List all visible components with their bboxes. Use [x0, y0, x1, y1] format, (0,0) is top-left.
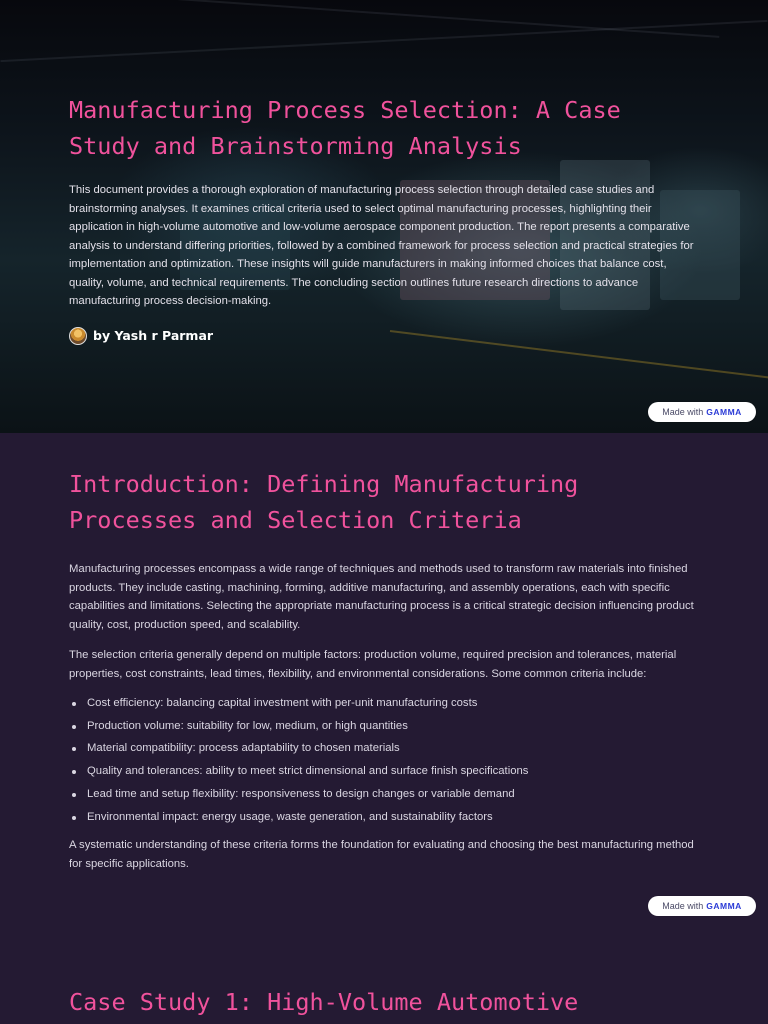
- author-name: by Yash r Parmar: [93, 328, 214, 343]
- intro-heading: Introduction: Defining Manufacturing Processes and Selection Criteria: [69, 470, 579, 534]
- author-byline: [69, 327, 699, 345]
- list-item: Environmental impact: energy usage, waste generation, and sustainability factors: [69, 806, 699, 829]
- ceiling-beam: [121, 0, 720, 38]
- badge-prefix: Made with: [662, 407, 704, 417]
- author-avatar: [69, 327, 87, 345]
- list-item: Material compatibility: process adaptability to chosen materials: [69, 737, 699, 760]
- made-with-gamma-badge[interactable]: [648, 402, 756, 422]
- ceiling-beam: [0, 20, 767, 62]
- gamma-logo: GAMMA: [706, 407, 742, 417]
- made-with-gamma-badge[interactable]: [648, 896, 756, 916]
- hero-description: This document provides a thorough exploration of manufacturing process selection through detailed case studies and brainstorming analyses. It examines critical criteria used to select optimal manufacturing processes, highlighting their application in high-volume automotive and low-volume aerospace component production. The report presents a comparative analysis to understand differing priorities, followed by a combined framework for process selection and practical strategies for implementation and optimization. These insights will guide manufacturers in making informed choices that balance cost, quality, volume, and technical requirements. The concluding section outlines future research directions to advance manufacturing process decision-making.: [69, 184, 694, 307]
- hero-section: [0, 0, 768, 433]
- intro-paragraph-2: The selection criteria generally depend on multiple factors: production volume, required precision and tolerances, material properties, cost constraints, lead times, flexibility, and environmental considerations. Some common criteria include:: [69, 649, 677, 680]
- case-study-1-section: [69, 984, 699, 1020]
- badge-prefix: Made with: [662, 901, 704, 911]
- case-study-1-heading: Case Study 1: High-Volume Automotive: [69, 988, 579, 1016]
- page-title: Manufacturing Process Selection: A Case Study and Brainstorming Analysis: [69, 96, 621, 160]
- intro-conclusion: A systematic understanding of these criteria forms the foundation for evaluating and choosing the best manufacturing method for specific applications.: [69, 839, 694, 870]
- list-item: Quality and tolerances: ability to meet strict dimensional and surface finish specifications: [69, 760, 699, 783]
- gamma-logo: GAMMA: [706, 901, 742, 911]
- list-item: Cost efficiency: balancing capital investment with per-unit manufacturing costs: [69, 692, 699, 715]
- intro-content: [69, 466, 699, 873]
- criteria-list: [69, 692, 699, 828]
- hero-content: [69, 92, 699, 345]
- intro-paragraph-1: Manufacturing processes encompass a wide range of techniques and methods used to transform raw materials into finished products. They include casting, machining, forming, additive manufacturing, and assembly operations, each with specific capabilities and limitations. Selecting the appropriate manufacturing process is a critical strategic decision influencing product quality, cost, production speed, and scalability.: [69, 563, 694, 631]
- list-item: Lead time and setup flexibility: responsiveness to design changes or variable demand: [69, 783, 699, 806]
- list-item: Production volume: suitability for low, medium, or high quantities: [69, 715, 699, 738]
